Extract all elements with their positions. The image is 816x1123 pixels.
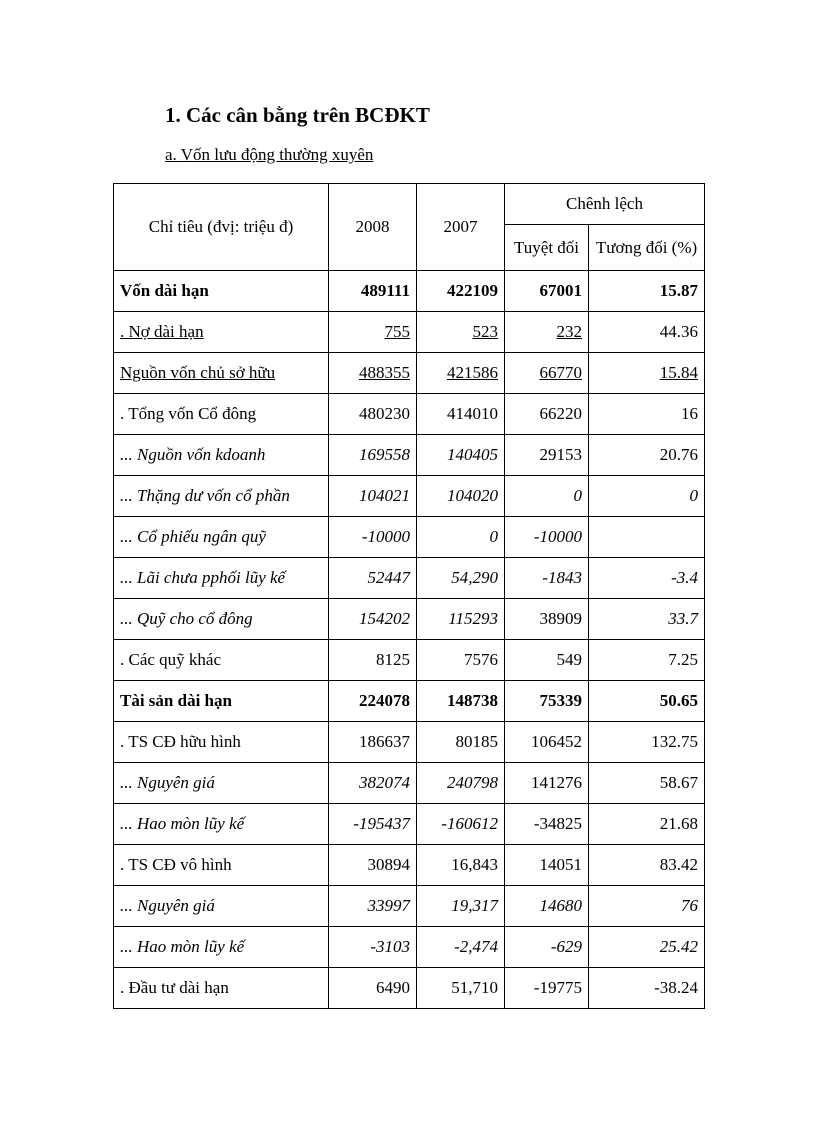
value-absolute: 232 [556, 322, 582, 341]
table-row [114, 312, 705, 353]
row-label: ... Cổ phiếu ngân quỹ [114, 517, 329, 558]
row-label: ... Quỹ cho cổ đông [114, 599, 329, 640]
value-relative: 15.87 [589, 271, 705, 312]
value-2008: 489111 [329, 271, 417, 312]
row-label: . Tổng vốn Cổ đông [114, 394, 329, 435]
value-2007: 140405 [417, 435, 505, 476]
row-label: ... Nguyên giá [114, 886, 329, 927]
value-2008: -195437 [329, 804, 417, 845]
value-absolute: -10000 [505, 517, 589, 558]
value-relative: 83.42 [589, 845, 705, 886]
table-row [114, 886, 705, 927]
value-absolute: 38909 [505, 599, 589, 640]
value-relative: 33.7 [589, 599, 705, 640]
value-relative: 44.36 [589, 312, 705, 353]
value-2008: 480230 [329, 394, 417, 435]
table-row [114, 640, 705, 681]
value-2007: 54,290 [417, 558, 505, 599]
value-absolute: -1843 [505, 558, 589, 599]
row-label: ... Hao mòn lũy kế [114, 927, 329, 968]
header-difference: Chênh lệch [505, 184, 705, 225]
table-row [114, 394, 705, 435]
value-absolute: 75339 [505, 681, 589, 722]
value-2007: 19,317 [417, 886, 505, 927]
row-label: . TS CĐ hữu hình [114, 722, 329, 763]
row-label: . Các quỹ khác [114, 640, 329, 681]
value-2008: 52447 [329, 558, 417, 599]
header-2007: 2007 [417, 184, 505, 271]
value-relative: 132.75 [589, 722, 705, 763]
value-absolute: 67001 [505, 271, 589, 312]
row-label: Vốn dài hạn [114, 271, 329, 312]
value-2008: 8125 [329, 640, 417, 681]
value-relative: 15.84 [659, 363, 699, 382]
value-2008: 169558 [329, 435, 417, 476]
value-2007: 414010 [417, 394, 505, 435]
header-absolute: Tuyệt đối [505, 225, 589, 271]
value-2008: 6490 [329, 968, 417, 1009]
value-2008: 154202 [329, 599, 417, 640]
value-2008: 186637 [329, 722, 417, 763]
table-body [114, 271, 705, 1009]
value-2007: 0 [417, 517, 505, 558]
value-absolute: -19775 [505, 968, 589, 1009]
value-relative: 16 [589, 394, 705, 435]
table-row [114, 435, 705, 476]
value-2007: 115293 [417, 599, 505, 640]
page-title: 1. Các cân bằng trên BCĐKT [165, 103, 430, 127]
value-absolute: 549 [505, 640, 589, 681]
value-2007: 148738 [417, 681, 505, 722]
value-2008: -10000 [329, 517, 417, 558]
row-label: ... Thặng dư vốn cổ phần [114, 476, 329, 517]
value-absolute: 66770 [539, 363, 582, 382]
table-row [114, 681, 705, 722]
table-header [114, 184, 705, 271]
row-label: . Nợ dài hạn [120, 322, 204, 341]
value-relative [589, 517, 705, 558]
value-2008: 488355 [359, 363, 410, 382]
header-relative: Tương đối (%) [589, 225, 705, 271]
value-absolute: 14051 [505, 845, 589, 886]
value-relative: 58.67 [589, 763, 705, 804]
value-2008: 755 [384, 322, 410, 341]
header-indicator: Chỉ tiêu (đvị: triệu đ) [114, 184, 329, 271]
table-row [114, 968, 705, 1009]
value-2007: -160612 [417, 804, 505, 845]
value-relative: 7.25 [589, 640, 705, 681]
section-subtitle: a. Vốn lưu động thường xuyên [165, 145, 374, 164]
row-label: . Đầu tư dài hạn [114, 968, 329, 1009]
table-row [114, 558, 705, 599]
value-relative: 20.76 [589, 435, 705, 476]
table-row [114, 353, 705, 394]
table-row [114, 722, 705, 763]
value-2007: 51,710 [417, 968, 505, 1009]
value-absolute: 141276 [505, 763, 589, 804]
table-row [114, 845, 705, 886]
value-2007: 422109 [417, 271, 505, 312]
row-label: ... Nguồn vốn kdoanh [114, 435, 329, 476]
value-relative: -38.24 [589, 968, 705, 1009]
value-2007: 240798 [417, 763, 505, 804]
value-relative: 25.42 [589, 927, 705, 968]
table-row [114, 599, 705, 640]
value-absolute: -629 [505, 927, 589, 968]
value-2007: 16,843 [417, 845, 505, 886]
value-relative: -3.4 [589, 558, 705, 599]
value-2007: 7576 [417, 640, 505, 681]
value-2007: 523 [472, 322, 498, 341]
value-absolute: -34825 [505, 804, 589, 845]
value-absolute: 66220 [505, 394, 589, 435]
value-relative: 0 [589, 476, 705, 517]
row-label: ... Lãi chưa pphối lũy kế [114, 558, 329, 599]
row-label: ... Nguyên giá [114, 763, 329, 804]
value-relative: 76 [589, 886, 705, 927]
table-row [114, 804, 705, 845]
value-2008: 30894 [329, 845, 417, 886]
value-2008: -3103 [329, 927, 417, 968]
header-2008: 2008 [329, 184, 417, 271]
value-absolute: 106452 [505, 722, 589, 763]
table-row [114, 927, 705, 968]
value-2008: 33997 [329, 886, 417, 927]
table-row [114, 763, 705, 804]
table-row [114, 476, 705, 517]
row-label: Nguồn vốn chủ sở hữu [120, 363, 276, 382]
value-2008: 382074 [329, 763, 417, 804]
value-2007: 104020 [417, 476, 505, 517]
row-label: . TS CĐ vô hình [114, 845, 329, 886]
row-label: ... Hao mòn lũy kế [114, 804, 329, 845]
value-2008: 104021 [329, 476, 417, 517]
value-2008: 224078 [329, 681, 417, 722]
table-row [114, 517, 705, 558]
value-2007: 421586 [447, 363, 498, 382]
value-relative: 50.65 [589, 681, 705, 722]
value-2007: 80185 [417, 722, 505, 763]
value-absolute: 29153 [505, 435, 589, 476]
balance-table [113, 183, 705, 1009]
table-row [114, 271, 705, 312]
value-absolute: 14680 [505, 886, 589, 927]
value-2007: -2,474 [417, 927, 505, 968]
row-label: Tài sản dài hạn [114, 681, 329, 722]
value-absolute: 0 [505, 476, 589, 517]
value-relative: 21.68 [589, 804, 705, 845]
